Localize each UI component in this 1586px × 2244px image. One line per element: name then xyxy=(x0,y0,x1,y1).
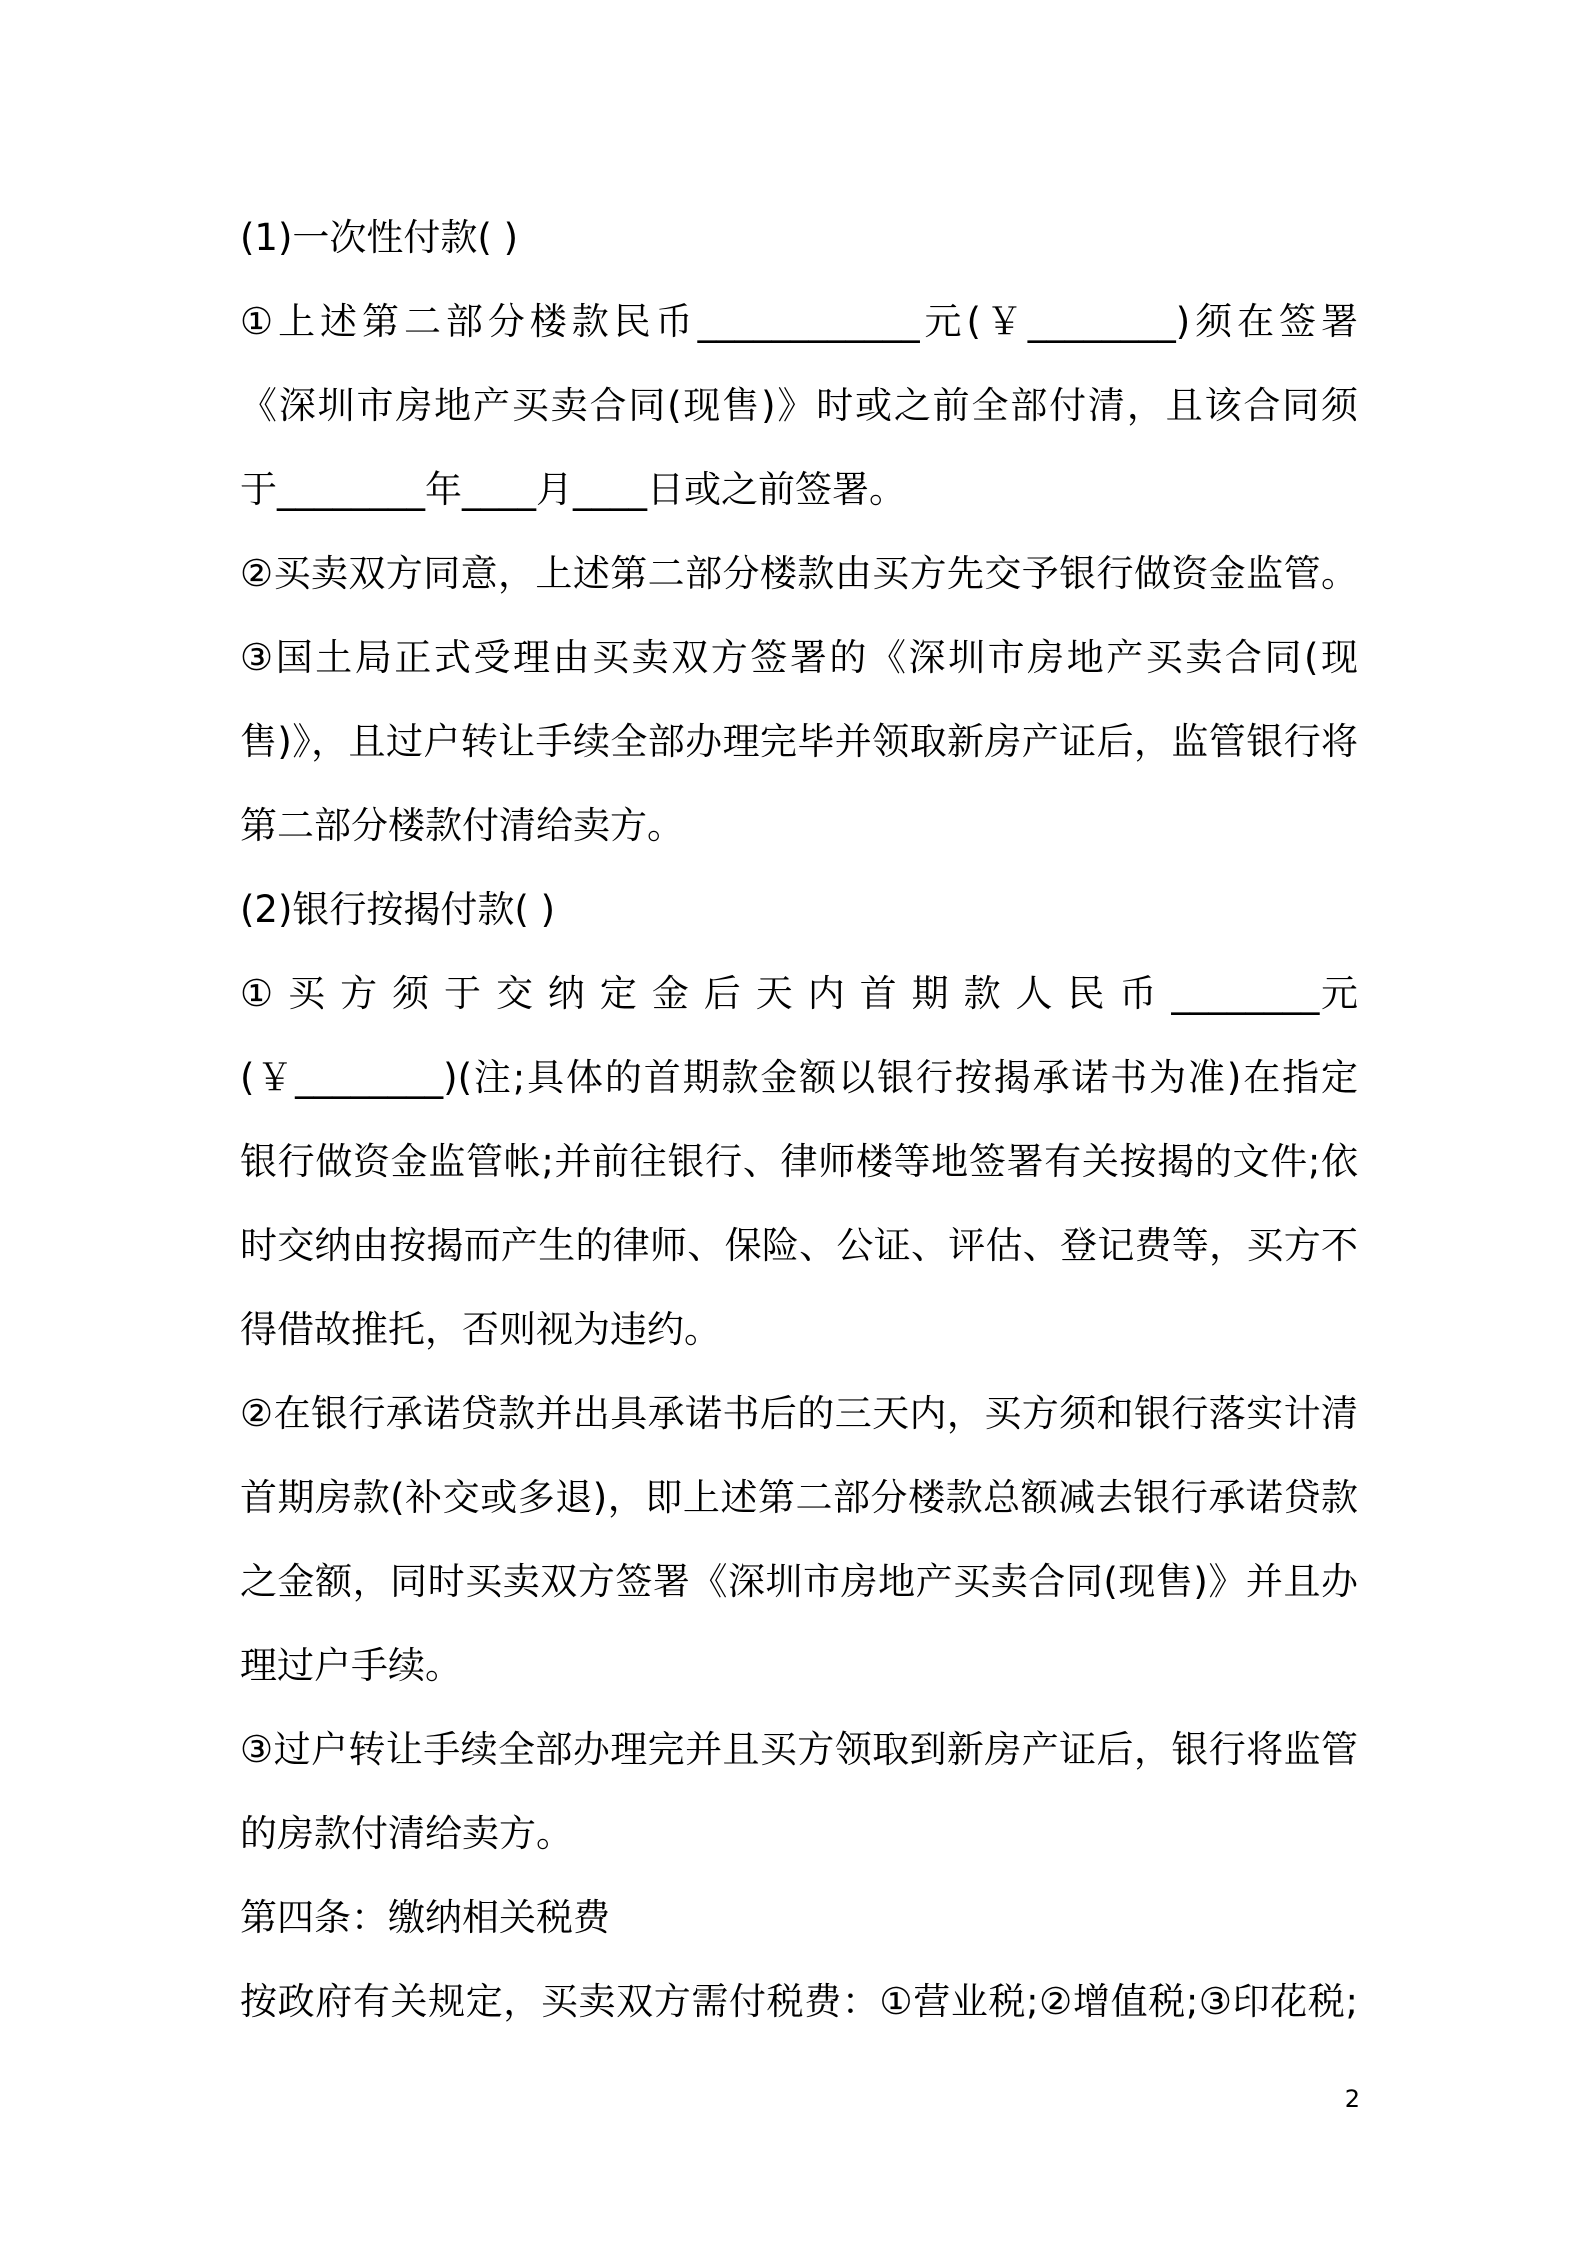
text-line: 时交纳由按揭而产生的律师、保险、公证、评估、登记费等，买方不 xyxy=(240,1224,1358,1267)
text-line: ②在银行承诺贷款并出具承诺书后的三天内，买方须和银行落实计清 xyxy=(240,1392,1358,1435)
text-line: (￥________)(注;具体的首期款金额以银行按揭承诺书为准)在指定 xyxy=(240,1056,1358,1099)
text-line: ③过户转让手续全部办理完并且买方领取到新房产证后，银行将监管 xyxy=(240,1728,1358,1771)
text-line: ③国土局正式受理由买卖双方签署的《深圳市房地产买卖合同(现 xyxy=(240,636,1358,679)
text-line: ②买卖双方同意，上述第二部分楼款由买方先交予银行做资金监管。 xyxy=(240,552,1358,595)
text-line: ①上述第二部分楼款民币____________元(￥________)须在签署 xyxy=(240,300,1358,343)
text-line: (1)一次性付款( ) xyxy=(240,216,519,259)
text-line: (2)银行按揭付款( ) xyxy=(240,888,556,931)
text-line: 《深圳市房地产买卖合同(现售)》时或之前全部付清，且该合同须 xyxy=(240,384,1358,427)
document-body xyxy=(240,196,1358,2044)
text-line: 第二部分楼款付清给卖方。 xyxy=(240,804,684,847)
text-line: 售)》，且过户转让手续全部办理完毕并领取新房产证后，监管银行将 xyxy=(240,720,1358,763)
text-line: 理过户手续。 xyxy=(240,1644,462,1687)
text-line: 的房款付清给卖方。 xyxy=(240,1812,573,1855)
text-line: 得借故推托，否则视为违约。 xyxy=(240,1308,721,1351)
text-line: 按政府有关规定，买卖双方需付税费：①营业税;②增值税;③印花税; xyxy=(240,1980,1358,2023)
text-line: 之金额，同时买卖双方签署《深圳市房地产买卖合同(现售)》并且办 xyxy=(240,1560,1358,1603)
text-line: 银行做资金监管帐;并前往银行、律师楼等地签署有关按揭的文件;依 xyxy=(240,1140,1358,1183)
page-number: 2 xyxy=(1344,2085,1360,2113)
text-line: 第四条：缴纳相关税费 xyxy=(240,1896,610,1939)
text-line: 首期房款(补交或多退)，即上述第二部分楼款总额减去银行承诺贷款 xyxy=(240,1476,1358,1519)
text-line: 于________年____月____日或之前签署。 xyxy=(240,468,906,511)
text-line: ① 买 方 须 于 交 纳 定 金 后 天 内 首 期 款 人 民 币 ________元 xyxy=(240,972,1358,1015)
